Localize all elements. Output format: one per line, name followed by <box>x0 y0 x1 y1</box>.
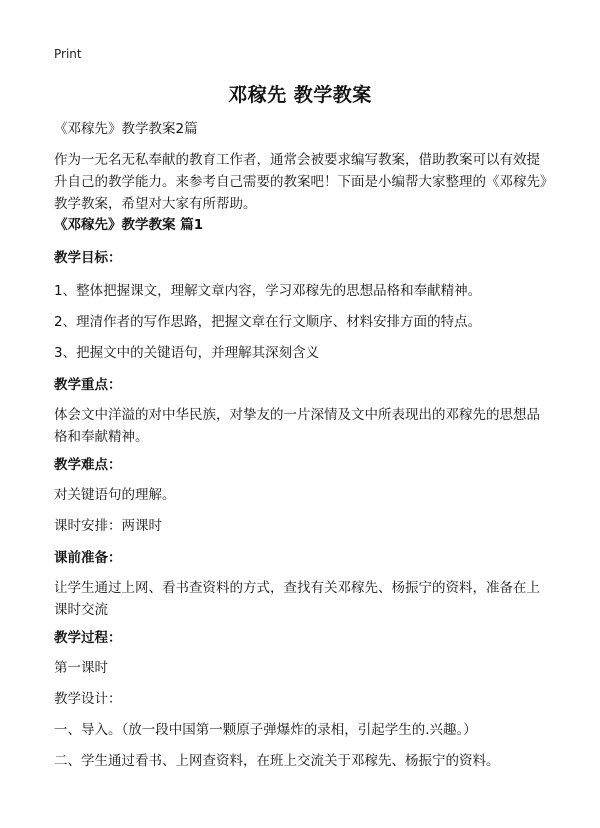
step-item: 二、学生通过看书、上网查资料，在班上交流关于邓稼先、杨振宁的资料。 <box>54 753 500 769</box>
intro-paragraph: 作为一无名无私奉献的教育工作者，通常会被要求编写教案，借助教案可以有效提升自己的教学能力。来参考自己需要的教案吧！下面是小编帮大家整理的《邓稼先》教学教案，希望对大家有所帮助。 <box>54 152 547 212</box>
focus-paragraph: 体会文中洋溢的对中华民族，对挚友的一片深情及文中所表现出的邓稼先的思想品格和奉献精神。 <box>54 407 540 445</box>
difficulty-text: 对关键语句的理解。 <box>54 487 176 503</box>
prep-heading: 课前准备： <box>54 550 122 566</box>
print-link[interactable]: Print <box>54 47 82 61</box>
section-title: 《邓稼先》教学教案 篇1 <box>54 217 204 233</box>
process-heading: 教学过程： <box>54 630 122 646</box>
lesson-one-label: 第一课时 <box>54 660 108 676</box>
prep-paragraph: 让学生通过上网、看书查资料的方式，查找有关邓稼先、杨振宁的资料，准备在上课时交流 <box>54 580 540 618</box>
focus-heading: 教学重点： <box>54 377 122 393</box>
design-label: 教学设计： <box>54 691 122 707</box>
document-subtitle: 《邓稼先》教学教案2篇 <box>54 121 198 137</box>
goal-item: 2、理清作者的写作思路，把握文章在行文顺序、材料安排方面的特点。 <box>54 314 482 330</box>
page-title: 邓稼先 教学教案 <box>228 84 372 106</box>
goals-heading: 教学目标： <box>54 250 122 266</box>
difficulty-heading: 教学难点： <box>54 457 122 473</box>
step-item: 一、导入。（放一段中国第一颗原子弹爆炸的录相，引起学生的.兴趣。） <box>54 722 477 738</box>
goal-item: 3、把握文中的关键语句，并理解其深刻含义 <box>54 345 320 361</box>
schedule-text: 课时安排：两课时 <box>54 518 162 534</box>
goal-item: 1、整体把握课文，理解文章内容，学习邓稼先的思想品格和奉献精神。 <box>54 283 482 299</box>
